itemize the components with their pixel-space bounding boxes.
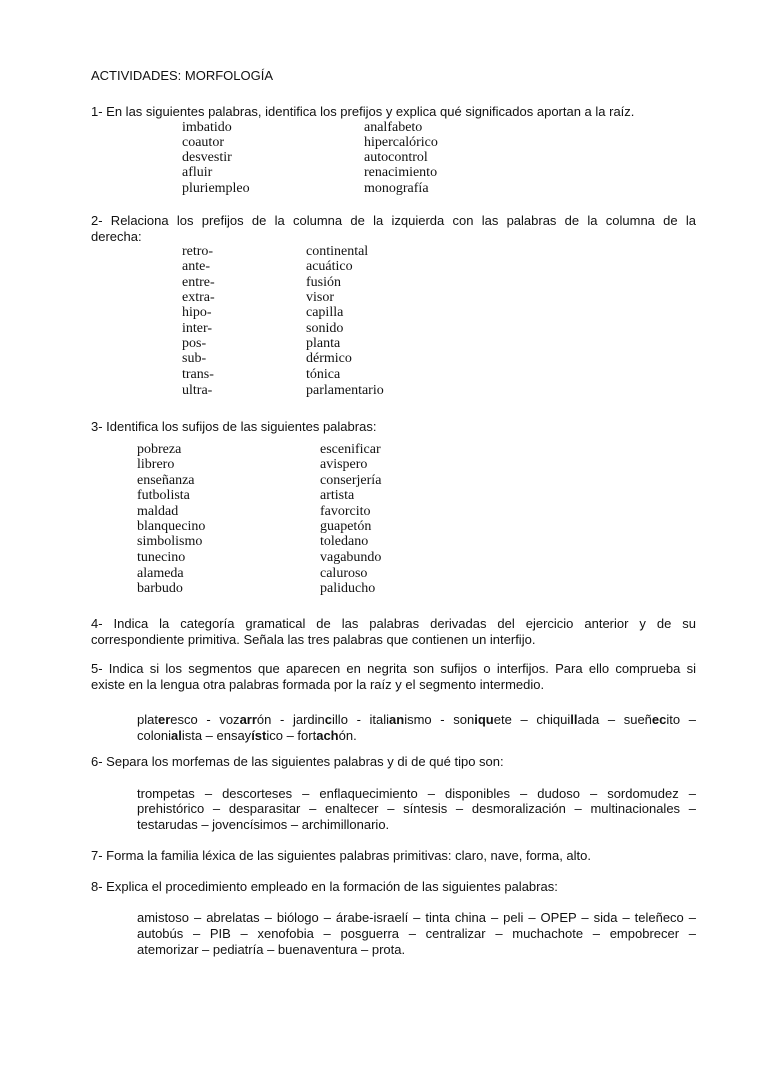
ex2-word: capilla [306, 305, 344, 320]
ex8-line3: atemorizar – pediatría – buenaventura – prota. [137, 942, 406, 957]
ex8-line2: autobús – PIB – xenofobia – posguerra – centralizar – muchachote – empobrecer – [137, 926, 696, 941]
ex3-word: pobreza [137, 442, 182, 457]
ex2-prefix: ultra- [182, 383, 213, 398]
bold-segment: ll [570, 712, 578, 727]
ex3-word: maldad [137, 504, 179, 519]
ex2-prompt-line2: derecha: [91, 229, 142, 244]
ex1-word: afluir [182, 165, 213, 180]
ex2-word: parlamentario [306, 383, 384, 398]
bold-segment: ach [316, 728, 339, 743]
ex5-segments-line2: colonialista – ensayístico – fortachón. [137, 728, 357, 743]
ex2-prefix: trans- [182, 367, 214, 382]
ex1-word: autocontrol [364, 150, 428, 165]
ex2-prefix: entre- [182, 275, 215, 290]
ex2-prefix: sub- [182, 351, 207, 366]
ex2-prefix: extra- [182, 290, 215, 305]
ex4-line2: correspondiente primitiva. Señala las tres palabras que contienen un interfijo. [91, 632, 536, 647]
bold-segment: iqu [474, 712, 494, 727]
bold-segment: an [389, 712, 405, 727]
ex6-line2: prehistórico – desparasitar – enaltecer – síntesis – desmoralización – multinacionales – [137, 801, 696, 816]
ex2-word: sonido [306, 321, 344, 336]
ex3-word: simbolismo [137, 534, 203, 549]
ex3-prompt: 3- Identifica los sufijos de las siguientes palabras: [91, 419, 377, 434]
ex3-word: conserjería [320, 473, 382, 488]
ex3-word: escenificar [320, 442, 381, 457]
bold-segment: c [324, 712, 333, 727]
ex1-prompt: 1- En las siguientes palabras, identifica los prefijos y explica qué significados aportan a la raíz. [91, 104, 635, 119]
ex8-prompt: 8- Explica el procedimiento empleado en la formación de las siguientes palabras: [91, 879, 558, 894]
ex2-prefix: ante- [182, 259, 210, 274]
ex3-word: futbolista [137, 488, 190, 503]
ex3-word: vagabundo [320, 550, 382, 565]
ex2-word: visor [306, 290, 334, 305]
ex1-word: renacimiento [364, 165, 438, 180]
ex2-word: fusión [306, 275, 341, 290]
bold-segment: al [170, 728, 182, 743]
bold-segment: er [157, 712, 171, 727]
ex2-prefix: pos- [182, 336, 207, 351]
ex2-word: planta [306, 336, 341, 351]
ex3-word: alameda [137, 566, 184, 581]
ex8-line1: amistoso – abrelatas – biólogo – árabe-israelí – tinta china – peli – OPEP – sida – teleñeco – [137, 910, 696, 925]
ex6-line1: trompetas – descorteses – enflaquecimiento – disponibles – dudoso – sordomudez – [137, 786, 696, 801]
ex2-prefix: hipo- [182, 305, 212, 320]
page-title: ACTIVIDADES: MORFOLOGÍA [91, 68, 274, 83]
ex1-word: analfabeto [364, 120, 423, 135]
ex1-word: coautor [182, 135, 224, 150]
ex1-word: imbatido [182, 120, 232, 135]
ex5-segments-line1: plateresco - vozarrón - jardincillo - italianismo - soniquete – chiquillada – sueñecito – [137, 712, 696, 727]
bold-segment: arr [239, 712, 257, 727]
ex1-word: hipercalórico [364, 135, 438, 150]
ex1-word: pluriempleo [182, 181, 250, 196]
ex1-word: desvestir [182, 150, 232, 165]
ex3-word: blanquecino [137, 519, 206, 534]
ex3-word: guapetón [320, 519, 372, 534]
ex3-word: paliducho [320, 581, 376, 596]
ex2-word: continental [306, 244, 369, 259]
ex2-prefix: retro- [182, 244, 214, 259]
ex6-prompt: 6- Separa los morfemas de las siguientes palabras y di de qué tipo son: [91, 754, 504, 769]
ex2-word: acuático [306, 259, 353, 274]
ex3-word: caluroso [320, 566, 368, 581]
ex2-prompt-line1: 2- Relaciona los prefijos de la columna de la izquierda con las palabras de la columna de la [91, 213, 696, 228]
ex7-prompt: 7- Forma la familia léxica de las siguientes palabras primitivas: claro, nave, forma, alto. [91, 848, 591, 863]
ex2-word: tónica [306, 367, 341, 382]
ex3-word: artista [320, 488, 355, 503]
ex3-word: librero [137, 457, 175, 472]
ex3-word: toledano [320, 534, 369, 549]
ex2-prefix: inter- [182, 321, 213, 336]
ex4-line1: 4- Indica la categoría gramatical de las palabras derivadas del ejercicio anterior y de su [91, 616, 696, 631]
bold-segment: íst [251, 728, 267, 743]
ex5-line2: existe en la lengua otra palabras formada por la raíz y el segmento intermedio. [91, 677, 545, 692]
ex3-word: enseñanza [137, 473, 195, 488]
ex6-line3: testarudas – jovencísimos – archimillonario. [137, 817, 390, 832]
ex5-line1: 5- Indica si los segmentos que aparecen en negrita son sufijos o interfijos. Para ello comprueba si [91, 661, 696, 676]
ex3-word: avispero [320, 457, 368, 472]
ex3-word: barbudo [137, 581, 183, 596]
ex2-word: dérmico [306, 351, 352, 366]
ex1-word: monografía [364, 181, 429, 196]
bold-segment: ec [651, 712, 667, 727]
ex3-word: tunecino [137, 550, 186, 565]
ex3-word: favorcito [320, 504, 371, 519]
